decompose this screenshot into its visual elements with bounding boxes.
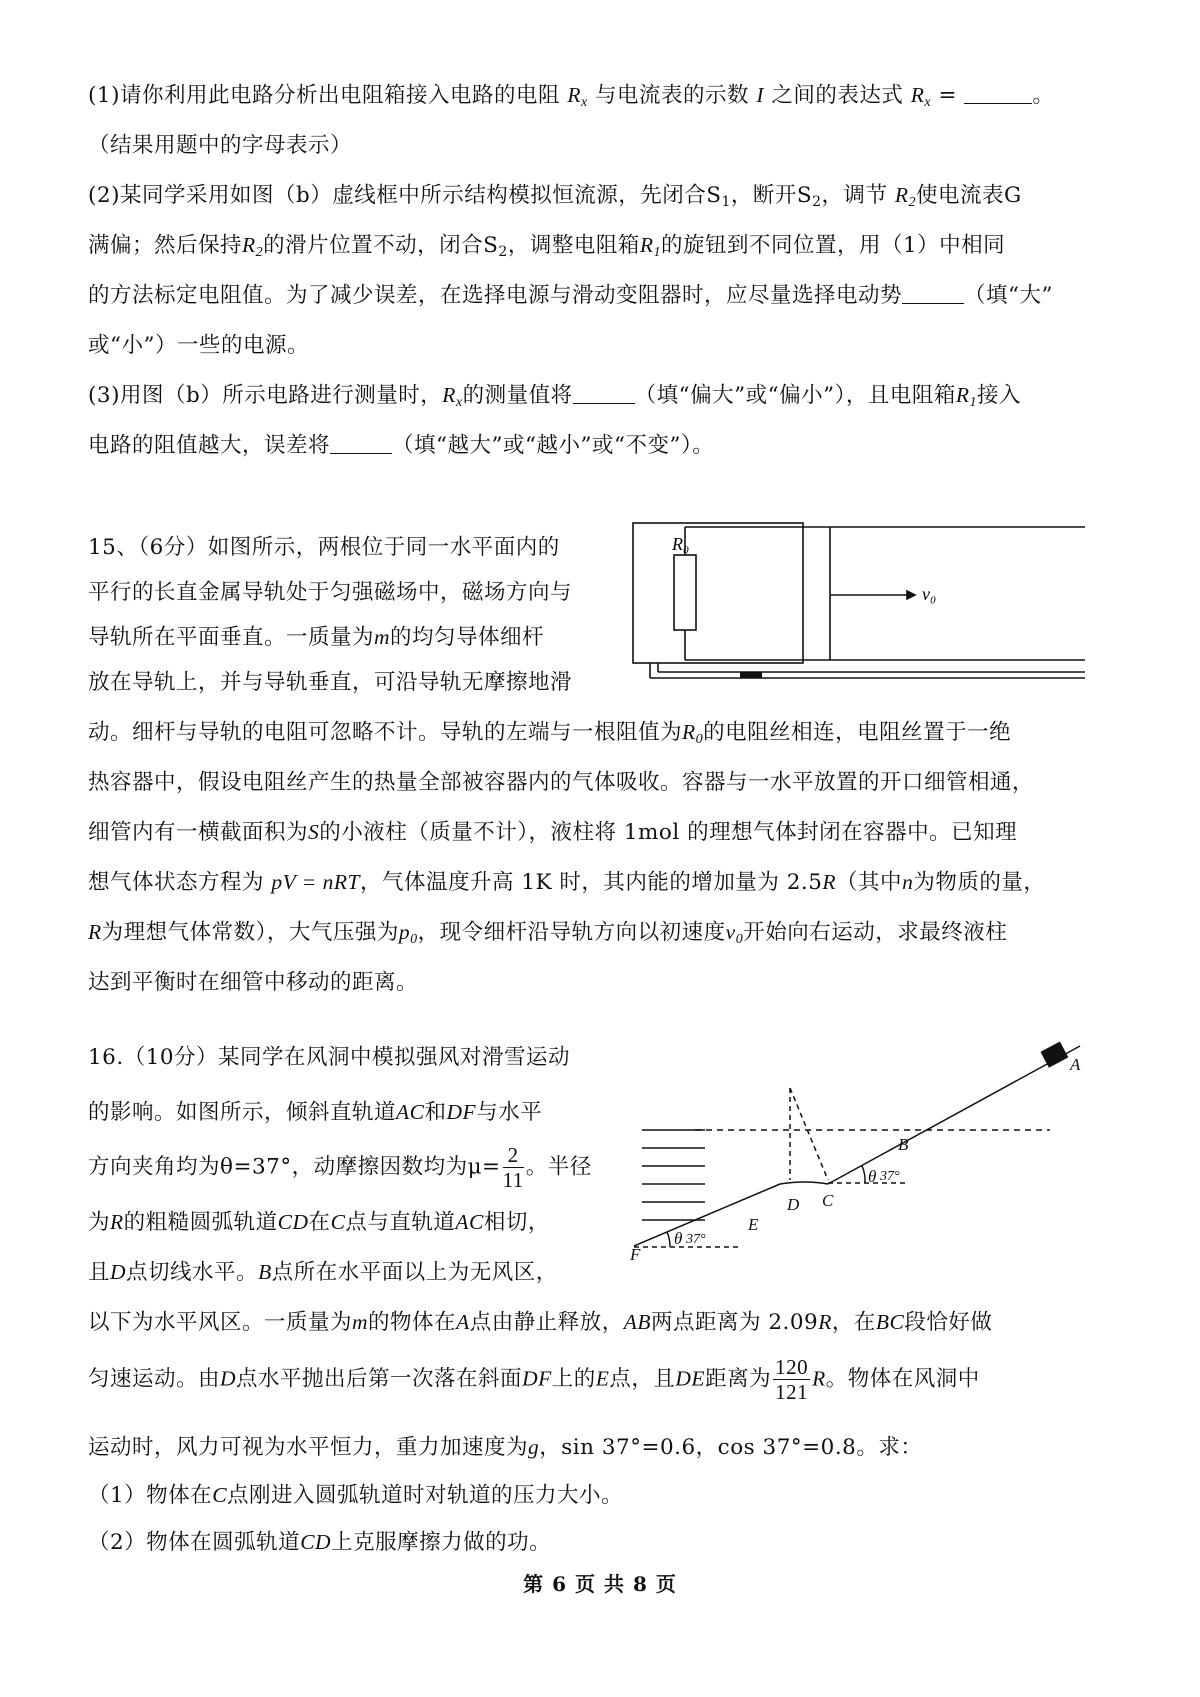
q16-line4: 为R的粗糙圆弧轨道CD在C点与直轨道AC相切， xyxy=(88,1210,550,1235)
label-d: D xyxy=(787,1195,800,1214)
label-c: C xyxy=(822,1191,834,1210)
answer-blank[interactable] xyxy=(902,285,964,304)
q14-part2-line3: 的方法标定电阻值。为了减少误差，在选择电源与滑动变阻器时，应尽量选择电动势 （填“大” xyxy=(88,283,1053,308)
label-e: E xyxy=(748,1215,759,1234)
fig-label-r0: R₀ xyxy=(672,534,690,554)
mu-fraction: $\frac{2}{11}$ xyxy=(502,1143,524,1193)
label-theta-lower: θ xyxy=(674,1229,683,1248)
q15-line5: 动。细杆与导轨的电阻可忽略不计。导轨的左端与一根阻值为$R_0$的电阻丝相连，电阻丝置于一绝 xyxy=(88,720,1012,747)
q14-part1-note: （结果用题中的字母表示） xyxy=(88,133,353,158)
resistor-wire xyxy=(674,555,696,630)
q16-wind-tunnel-figure xyxy=(630,1030,1090,1260)
sled-block xyxy=(1040,1042,1068,1068)
answer-blank[interactable] xyxy=(964,85,1032,104)
q15-line6: 热容器中，假设电阻丝产生的热量全部被容器内的气体吸收。容器与一水平放置的开口细管相通， xyxy=(88,770,1035,795)
arc-cd xyxy=(780,1182,828,1184)
q15-line3: 导轨所在平面垂直。一质量为m的均匀导体细杆 xyxy=(88,625,545,650)
q14-part2-line1: (2)某同学采用如图（b）虚线框中所示结构模拟恒流源，先闭合$S_1$，断开$S_2$，调节 $R_2$使电流表G xyxy=(88,183,1022,210)
label-theta-upper: θ xyxy=(868,1167,877,1186)
page-footer: 第 6 页 共 8 页 xyxy=(523,1572,677,1596)
q15-line10: 达到平衡时在细管中移动的距离。 xyxy=(88,970,419,995)
fig-label-v0: v₀ xyxy=(922,584,937,604)
answer-blank[interactable] xyxy=(573,385,635,404)
q16-line2: 的影响。如图所示，倾斜直轨道AC和DF与水平 xyxy=(88,1100,543,1125)
label-37-upper: 37° xyxy=(880,1169,900,1184)
q15-line9: R为理想气体常数），大气压强为$p_0$，现令细杆沿导轨方向以初速度$v_0$开始向右运动，求最终液柱 xyxy=(88,920,1008,947)
insulated-container xyxy=(633,523,803,663)
wind-arrows xyxy=(642,1130,705,1220)
q14-part2-line4: 或“小”）一些的电源。 xyxy=(88,333,309,358)
q14-part3-line2: 电路的阻值越大，误差将 （填“越大”或“越小”或“不变”）。 xyxy=(88,433,715,458)
q16-line5: 且D点切线水平。B点所在水平面以上为无风区， xyxy=(88,1260,558,1285)
q15-rail-circuit-figure xyxy=(630,520,1090,690)
q16-question2: （2）物体在圆弧轨道CD上克服摩擦力做的功。 xyxy=(88,1530,552,1555)
q16-line3: 方向夹角均为θ=37°，动摩擦因数均为μ= $\frac{2}{11}$ 。半径 xyxy=(88,1143,592,1193)
q15-line4: 放在导轨上，并与导轨垂直，可沿导轨无摩擦地滑 xyxy=(88,670,573,695)
symbol-rx: $R_x$ xyxy=(567,83,588,110)
answer-blank[interactable] xyxy=(330,435,392,454)
label-a: A xyxy=(1070,1055,1081,1074)
label-b: B xyxy=(898,1135,909,1154)
q15-line8: 想气体状态方程为 pV = nRT，气体温度升高 1K 时，其内能的增加量为 2.5R（其中n为物质的量， xyxy=(88,870,1046,895)
q14-part2-line2: 满偏；然后保持$R_2$的滑片位置不动，闭合$S_2$，调整电阻箱$R_1$的旋钮到不同位置，用（1）中相同 xyxy=(88,233,1006,260)
q16-line8: 运动时，风力可视为水平恒力，重力加速度为g，sin 37°=0.6，cos 37°=0.8。求： xyxy=(88,1435,923,1460)
q15-line1: 15、（6分）如图所示，两根位于同一水平面内的 xyxy=(88,535,560,560)
q16-line7: 匀速运动。由D点水平抛出后第一次落在斜面DF上的E点，且DE距离为 $\frac{120}{121}$ R。物体在风洞中 xyxy=(88,1355,980,1405)
q16-question1: （1）物体在C点刚进入圆弧轨道时对轨道的压力大小。 xyxy=(88,1483,624,1508)
label-37-lower: 37° xyxy=(686,1232,706,1247)
track-ac xyxy=(828,1046,1080,1184)
q15-line7: 细管内有一横截面积为S的小液柱（质量不计），液柱将 1mol 的理想气体封闭在容器中。已知理 xyxy=(88,820,1018,845)
q14-part3-line1: (3)用图（b）所示电路进行测量时，$R_x$的测量值将 （填“偏大”或“偏小”），且电阻箱$R_1$接入 xyxy=(88,383,1021,410)
q16-line6: 以下为水平风区。一质量为m的物体在A点由静止释放，AB两点距离为 2.09R，在BC段恰好做 xyxy=(88,1310,993,1335)
q16-line1: 16.（10分）某同学在风洞中模拟强风对滑雪运动 xyxy=(88,1045,571,1070)
de-fraction: $\frac{120}{121}$ xyxy=(775,1355,809,1405)
q14-part1-line: (1)请你利用此电路分析出电阻箱接入电路的电阻 $R_x$ 与电流表的示数 I 之间的表达式 $R_x$ = 。 xyxy=(88,83,1055,110)
label-f: F xyxy=(630,1245,641,1260)
symbol-i: I xyxy=(756,83,765,107)
liquid-column xyxy=(740,672,762,678)
q15-line2: 平行的长直金属导轨处于匀强磁场中，磁场方向与 xyxy=(88,580,573,605)
